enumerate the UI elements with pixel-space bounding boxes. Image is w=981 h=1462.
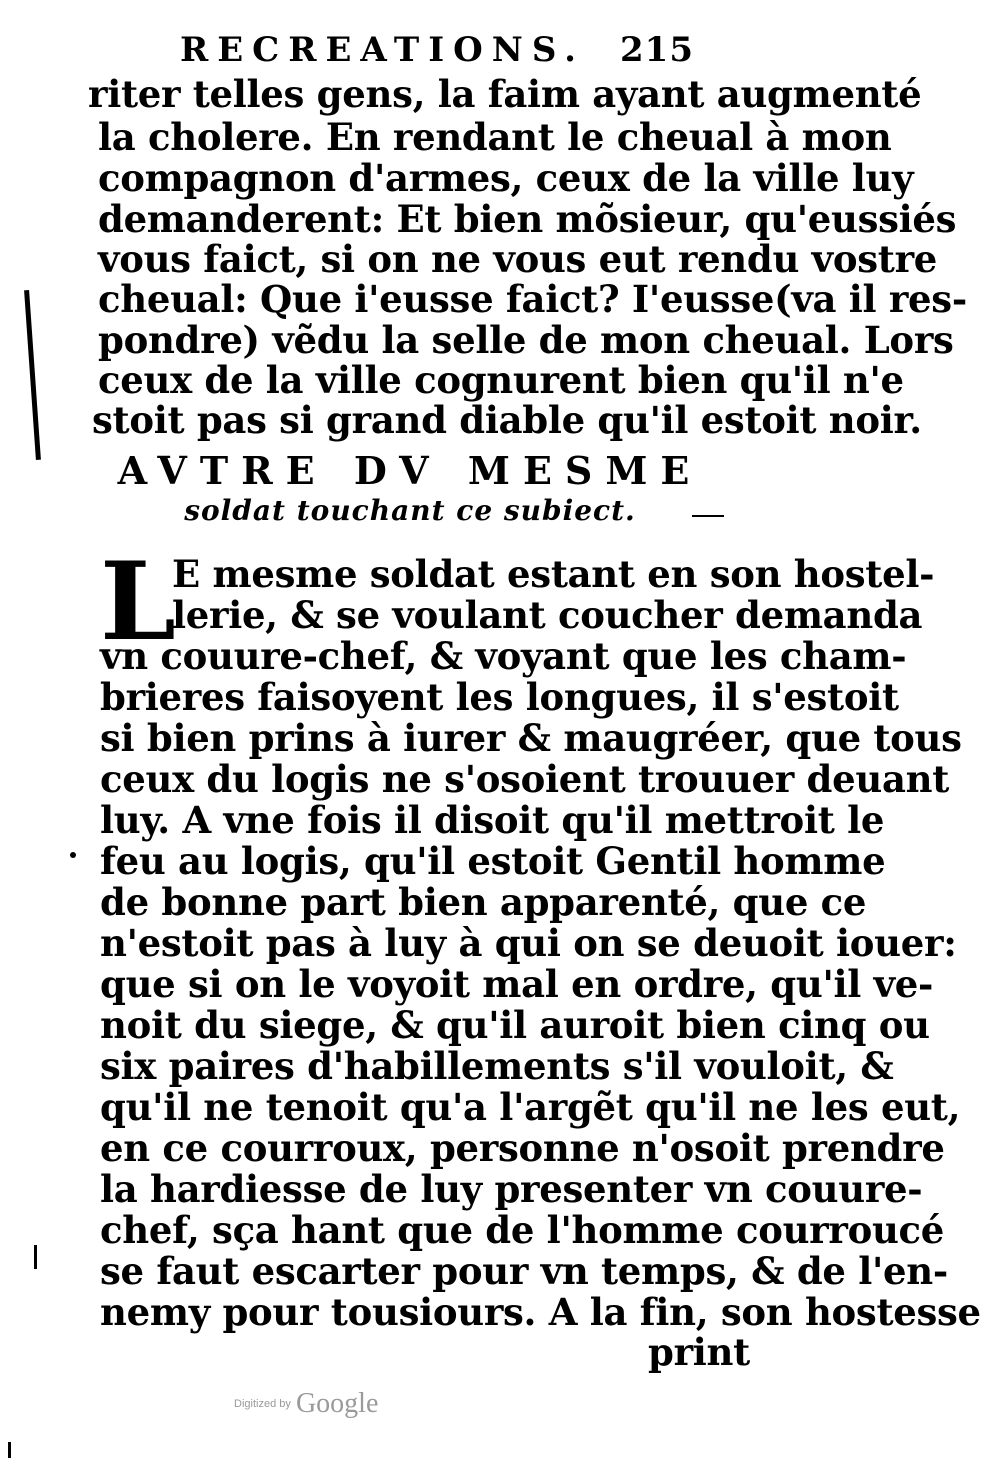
text-line: six paires d'habillements s'il vouloit, & — [100, 1044, 894, 1088]
section-subtitle: soldat touchant ce subiect. — [184, 494, 636, 527]
ink-dash — [692, 515, 724, 517]
text-line: la hardiesse de luy presenter vn couure- — [100, 1167, 923, 1211]
google-logo: Google — [295, 1388, 379, 1419]
text-line: nemy pour tousiours. A la fin, son hostesse — [100, 1290, 981, 1334]
text-line: luy. A vne fois il disoit qu'il mettroit le — [100, 798, 885, 842]
text-line: en ce courroux, personne n'osoit prendre — [100, 1126, 945, 1170]
text-line: ceux du logis ne s'osoient trouuer deuant — [100, 757, 950, 801]
text-line: demanderent: Et bien mõsieur, qu'eussiés — [98, 197, 957, 241]
text-line: qu'il ne tenoit qu'a l'argẽt qu'il ne les eut, — [100, 1085, 961, 1129]
text-line: E mesme soldat estant en son hostel- — [172, 552, 935, 596]
catchword: print — [648, 1330, 750, 1374]
text-line: vous faict, si on ne vous eut rendu vostre — [98, 237, 937, 281]
margin-stroke — [34, 1245, 37, 1269]
text-line: se faut escarter pour vn temps, & de l'en- — [100, 1249, 948, 1293]
text-line: lerie, & se voulant coucher demanda — [172, 593, 923, 637]
ink-speck — [70, 852, 76, 858]
text-line: cheual: Que i'eusse faict? I'eusse(va il res- — [98, 277, 967, 321]
text-line: feu au logis, qu'il estoit Gentil homme — [100, 839, 886, 883]
text-line: vn couure-chef, & voyant que les cham- — [100, 634, 907, 678]
text-line: riter telles gens, la faim ayant augmenté — [88, 72, 922, 116]
section-title: AVTRE DV MESME — [117, 448, 703, 493]
running-head — [180, 30, 720, 70]
margin-stroke — [24, 290, 41, 460]
text-line: ceux de la ville cognurent bien qu'il n'e — [98, 358, 904, 402]
digitization-mark — [234, 1388, 378, 1420]
text-line: stoit pas si grand diable qu'il estoit noir. — [92, 398, 922, 442]
text-line: de bonne part bien apparenté, que ce — [100, 880, 867, 924]
text-line: que si on le voyoit mal en ordre, qu'il ve- — [100, 962, 934, 1006]
drop-cap: L — [100, 539, 176, 665]
digitization-prefix: Digitized by — [234, 1398, 291, 1410]
text-line: la cholere. En rendant le cheual à mon — [98, 115, 892, 159]
text-line: n'estoit pas à luy à qui on se deuoit iouer: — [100, 921, 957, 965]
margin-stroke — [8, 1442, 11, 1458]
text-line: brieres faisoyent les longues, il s'estoit — [100, 675, 899, 719]
text-line: chef, sça hant que de l'homme courroucé — [100, 1208, 945, 1252]
text-line: pondre) vẽdu la selle de mon cheual. Lors — [98, 318, 954, 362]
text-line: compagnon d'armes, ceux de la ville luy — [98, 156, 914, 200]
text-line: si bien prins à iurer & maugréer, que tous — [100, 716, 962, 760]
running-head-title: RECREATIONS. — [180, 30, 586, 70]
text-line: noit du siege, & qu'il auroit bien cinq ou — [100, 1003, 930, 1047]
page-number: 215 — [620, 30, 694, 70]
